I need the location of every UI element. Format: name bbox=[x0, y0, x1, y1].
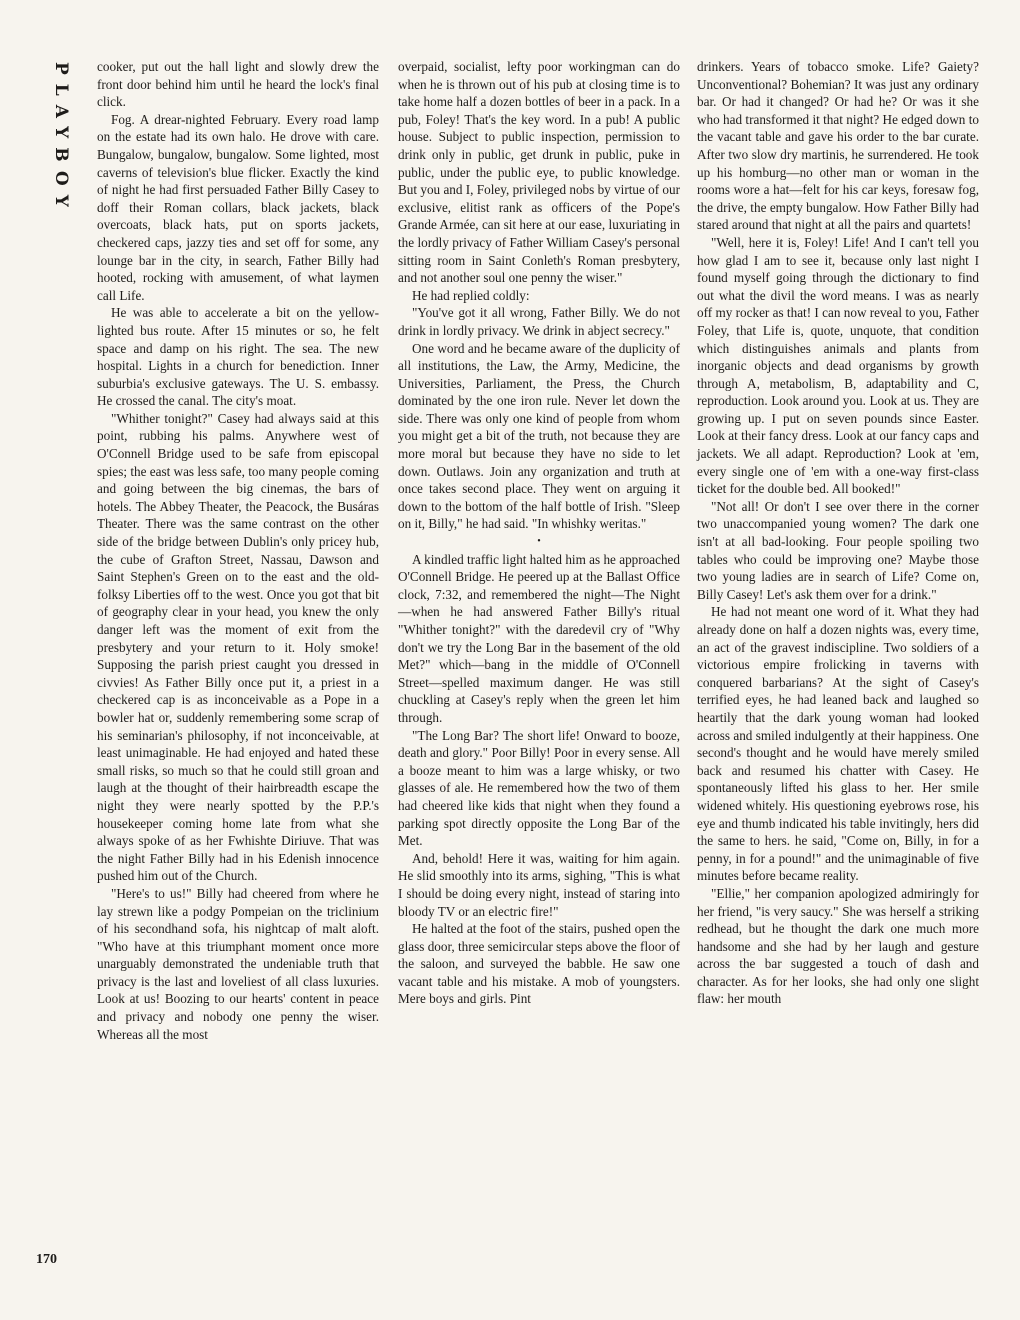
text-column-2 bbox=[398, 58, 680, 1008]
paragraph: "The Long Bar? The short life! Onward to booze, death and glory." Poor Billy! Poor in every sense. All a booze meant to him was a large whisky, or two glasses of ale. He remembered how the two of them had cheered like kids that night when they found a parking spot directly opposite the Long Bar of the Met. bbox=[398, 727, 680, 849]
text-column-3 bbox=[697, 58, 979, 1008]
paragraph: "Here's to us!" Billy had cheered from where he lay strewn like a podgy Pompeian on the triclinium of his secondhand sofa, his nightcap of malt aloft. "Who have at this triumphant moment once more unarguably demonstrated the undeniable truth that privacy is the last and loveliest of all class luxuries. Look at us! Boozing to our hearts' content in peace and privacy and nobody one penny the wiser. Whereas all the most bbox=[97, 885, 379, 1042]
paragraph: "You've got it all wrong, Father Billy. We do not drink in lordly privacy. We drink in abject secrecy." bbox=[398, 305, 680, 338]
paragraph: And, behold! Here it was, waiting for him again. He slid smoothly into its arms, sighing, "This is what I should be doing every night, instead of staring into bloody TV or an electric fire!" bbox=[398, 850, 680, 919]
paragraph: "Well, here it is, Foley! Life! And I can't tell you how glad I am to see it, because only last night I found myself going through the dictionary to find out what the divil the word means. I was as nearly off my rocker as that! I can now reveal to you, Father Foley, that Life is, quote, unquote, that condition which distinguishes animals and plants from inorganic objects and dead organisms by growth through A, metabolism, B, adaptability and C, reproduction. Look around you. Look at us. They are growing up. I put on seven pounds since Easter. Look at their fancy dress. Look at our fancy caps and jackets. We all adapt. Reproduction? Look at 'em, every single one of 'em with a one-way first-class ticket for the double bed. All booked!" bbox=[697, 234, 979, 497]
paragraph: Fog. A drear-nighted February. Every road lamp on the estate had its own halo. He drove with care. Bungalow, bungalow, bungalow. Some lighted, most caverns of television's blue flicker. Exactly the kind of night he had first persuaded Father Billy Casey to doff their Roman collars, black jackets, black overcoats, black hats, put on sports jackets, checkered caps, jazzy ties and set off for some, any lounge bar in the city, in search, Father Billy had hooted, rocking with amusement, of what laymen call Life. bbox=[97, 111, 379, 303]
paragraph: "Not all! Or don't I see over there in the corner two unaccompanied young women? The dark one isn't at all bad-looking. Four people spoiling two tables who could be improving one? Maybe those two young ladies are in search of Life? Come on, Billy Casey! Let's ask them over for a drink." bbox=[697, 498, 979, 602]
paragraph: drinkers. Years of tobacco smoke. Life? Gaiety? Unconventional? Bohemian? It was just any ordinary bar. Or had it changed? Or had he? Or was it she who had transformed it that night? He edged down to the vacant table and gave his order to the bar curate. After two slow dry martinis, he surrendered. He took up his homburg—no other man or woman in the rooms wore a hat—felt for his car keys, foresaw fog, the drive, the empty bungalow. How Father Billy had stared around that night at all the pairs and quartets! bbox=[697, 59, 979, 233]
text-column-1 bbox=[97, 58, 379, 1043]
paragraph: overpaid, socialist, lefty poor workingman can do when he is thrown out of his pub at closing time is to take home half a dozen bottles of beer in a pack. In a pub, Foley! That's the key word. In a pub! A public house. Subject to public inspection, permission to drink only in public, get drunk in public, puke in public, under the public eye, to public knowledge. But you and I, Foley, privileged nobs by virtue of our exclusive, elitist rank as officers of the Pope's Grande Armée, can sit here at our ease, luxuriating in the lordly privacy of Father William Casey's personal sitting room in Saint Conleth's Roman presbytery, and not another soul one penny the wiser." bbox=[398, 59, 680, 286]
paragraph: "Whither tonight?" Casey had always said at this point, rubbing his palms. Anywhere west of O'Connell Bridge used to be safe from episcopal spies; the east was less safe, too many people coming and going between the big cinemas, the bars of hotels. The Abbey Theater, the Peacock, the Busáras Theater. There was the same contrast on the other side of the bridge between Dublin's only pricey hub, the cube of Grafton Street, Nassau, Dawson and Saint Stephen's Green on to the east and the old-folksy Liberties off to the west. Once you got that bit of geography clear in your head, you knew the only danger left was the moment of exit from the presbytery and your return to it. Holy smoke! Supposing the parish priest caught you dressed in civvies! As Father Billy once put it, a priest in a checkered cap is as inconceivable as a Pope in a bowler hat or, suddenly remembering some scrap of his seminarian's philosophy, if not inconceivable, at least unimaginable. He had enjoyed and hated these small risks, so much so that he could still groan and laugh at the thought of their hairbreadth escape the night they were nearly spotted by the P.P.'s housekeeper coming home late from what she always spoke of as her Fwhishte Diriuve. That was the night Father Billy had in his Edenish innocence pushed him out of the Church. bbox=[97, 410, 379, 884]
paragraph: A kindled traffic light halted him as he approached O'Connell Bridge. He peered up at the Ballast Office clock, 7:32, and remembered the night—The Night—when he had answered Father Billy's ritual "Whither tonight?" with the daredevil cry of "Why don't we try the Long Bar in the basement of the old Met?" which—bang in the middle of O'Connell Street—spelled maximum danger. He was still chuckling at Casey's reply when the green let him through. bbox=[398, 551, 680, 725]
paragraph: He had replied coldly: bbox=[412, 287, 530, 303]
paragraph: One word and he became aware of the duplicity of all institutions, the Law, the Army, Medicine, the Universities, Parliament, the Press, the Church dominated by the one iron rule. Never let down the side. There was only one kind of people from whom you might get a bit of the truth, not because they are more moral but because they have no side to let down. Outlaws. Join any organization and truth at once takes second place. They went on arguing it down to the bottom of the half bottle of Irish. "Sleep on it, Billy," he had said. "In whishky weritas." bbox=[398, 340, 680, 532]
paragraph: He halted at the foot of the stairs, pushed open the glass door, three semicircular steps above the floor of the saloon, and surveyed the babble. He saw one vacant table and his mistake. A mob of youngsters. Mere boys and girls. Pint bbox=[398, 921, 680, 1007]
magazine-name: PLAYBOY bbox=[51, 62, 71, 216]
paragraph: He had not meant one word of it. What they had already done on half a dozen nights was, every time, an act of the gravest indiscipline. Two soldiers of a victorious empire frolicking in taverns with conquered barbarians? At the sight of Casey's terrified eyes, he had leaned back and laughed so heartily that the dark young woman had looked across and smiled indulgently at their happiness. One second's thought and he would have merely smiled back and resumed his chatter with Casey. He spontaneously lifted his glass to her. Her smile widened whitely. His questioning eyebrows rose, his eye and thumb indicated his table invitingly, hers did the same to hers. he said, "Come on, Billy, in for a penny, in for a pound!" and the unimaginable of five minutes before became reality. bbox=[697, 604, 979, 884]
page-number: 170 bbox=[36, 1252, 57, 1267]
paragraph: cooker, put out the hall light and slowly drew the front door behind him until he heard the lock's final click. bbox=[97, 59, 379, 110]
paragraph: He was able to accelerate a bit on the yellow-lighted bus route. After 15 minutes or so, he felt space and damp on his right. The sea. The new hospital. Lights in a church for benediction. Inner suburbia's exclusive gateways. The U. S. embassy. He crossed the canal. The city's moat. bbox=[97, 305, 379, 409]
paragraph: "Ellie," her companion apologized admiringly for her friend, "is very saucy." She was herself a striking redhead, but he thought the dark one much more handsome and she had by her laugh and gesture across the bar suggested a touch of dash and character. As for her looks, she had only one slight flaw: her mouth bbox=[697, 885, 979, 1007]
section-break-dot: • bbox=[537, 536, 541, 548]
magazine-sidebar-logo bbox=[47, 62, 71, 222]
